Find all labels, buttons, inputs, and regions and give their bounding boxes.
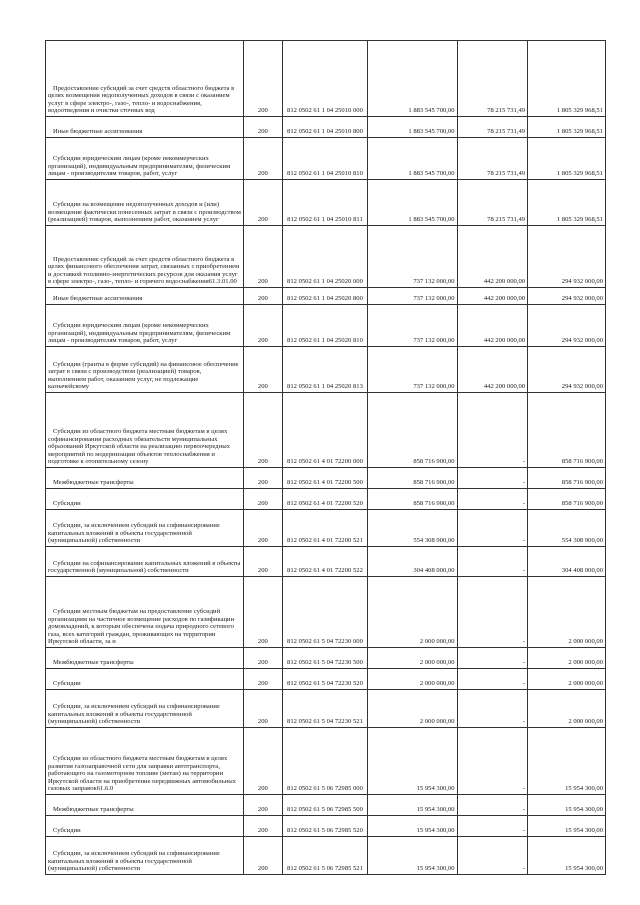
row-approved-amount-cell	[368, 510, 457, 547]
row-classification-code-cell	[282, 41, 367, 117]
row-name-cell-text: Межбюджетные трансферты	[53, 479, 134, 487]
row-executed-amount-cell-text: -	[522, 865, 526, 873]
row-classification-code-cell-text: 812 0502 61 1 04 25010 811	[287, 216, 363, 224]
row-executed-amount-cell-text: 78 215 731,49	[487, 170, 526, 178]
row-unexecuted-amount-cell-text: 2 000 000,00	[568, 638, 603, 646]
row-unexecuted-amount-cell	[528, 138, 606, 180]
row-approved-amount-cell-text: 1 883 545 700,00	[408, 216, 455, 224]
row-code-cell-text: 200	[257, 170, 268, 178]
row-code-cell	[243, 305, 282, 347]
row-name-cell-text: Субсидии юридическим лицам (кроме некоммерческих организаций), индивидуальным предпринимателям, физическим лицам - производителям товаров, работ, услуг	[48, 155, 231, 178]
row-classification-code-cell	[282, 393, 367, 468]
row-unexecuted-amount-cell	[528, 305, 606, 347]
row-classification-code-cell	[282, 180, 367, 226]
row-unexecuted-amount-cell	[528, 347, 606, 393]
row-code-cell	[243, 510, 282, 547]
row-approved-amount-cell-text: 15 954 300,00	[416, 827, 455, 835]
row-name-cell-text: Иные бюджетные ассигнования	[53, 295, 143, 303]
row-executed-amount-cell	[457, 138, 528, 180]
row-classification-code-cell	[282, 547, 367, 577]
table-row	[46, 510, 606, 547]
row-classification-code-cell-text: 812 0502 61 5 06 72985 520	[287, 827, 363, 835]
row-classification-code-cell	[282, 690, 367, 728]
row-approved-amount-cell	[368, 489, 457, 510]
row-unexecuted-amount-cell	[528, 669, 606, 690]
row-executed-amount-cell-text: -	[522, 537, 526, 545]
row-classification-code-cell	[282, 347, 367, 393]
row-name-cell	[46, 837, 244, 875]
row-code-cell	[243, 180, 282, 226]
row-unexecuted-amount-cell	[528, 728, 606, 795]
row-code-cell	[243, 117, 282, 138]
table-row	[46, 226, 606, 288]
row-code-cell	[243, 226, 282, 288]
table-row	[46, 117, 606, 138]
row-classification-code-cell-text: 812 0502 61 4 01 72200 521	[287, 537, 363, 545]
row-unexecuted-amount-cell-text: 2 000 000,00	[568, 659, 603, 667]
row-executed-amount-cell-text: -	[522, 806, 526, 814]
row-code-cell	[243, 577, 282, 648]
row-approved-amount-cell-text: 2 000 000,00	[419, 659, 455, 667]
row-name-cell-text: Субсидии (гранты в форме субсидий) на финансовое обеспечение затрат в связи с производством (реализацией) товаров, выполнением работ, оказанием услуг, не подлежащие казначейскому	[48, 360, 239, 391]
row-executed-amount-cell-text: 78 215 731,49	[487, 107, 526, 115]
row-executed-amount-cell	[457, 180, 528, 226]
row-classification-code-cell	[282, 795, 367, 816]
row-approved-amount-cell	[368, 288, 457, 305]
row-classification-code-cell-text: 812 0502 61 4 01 72200 000	[287, 458, 363, 466]
row-unexecuted-amount-cell	[528, 41, 606, 117]
row-unexecuted-amount-cell	[528, 489, 606, 510]
row-executed-amount-cell	[457, 41, 528, 117]
table-row	[46, 547, 606, 577]
row-unexecuted-amount-cell-text: 294 932 000,00	[561, 383, 603, 391]
row-unexecuted-amount-cell	[528, 795, 606, 816]
row-executed-amount-cell-text: -	[522, 458, 526, 466]
row-unexecuted-amount-cell	[528, 288, 606, 305]
row-approved-amount-cell-text: 1 883 545 700,00	[408, 107, 455, 115]
row-approved-amount-cell-text: 2 000 000,00	[419, 680, 455, 688]
table-row	[46, 669, 606, 690]
row-approved-amount-cell-text: 737 132 000,00	[413, 295, 455, 303]
row-unexecuted-amount-cell-text: 1 805 329 968,51	[556, 170, 603, 178]
row-code-cell	[243, 138, 282, 180]
row-unexecuted-amount-cell-text: 304 408 000,00	[561, 567, 603, 575]
row-name-cell	[46, 489, 244, 510]
row-executed-amount-cell	[457, 728, 528, 795]
row-unexecuted-amount-cell-text: 858 716 900,00	[561, 500, 603, 508]
row-name-cell	[46, 347, 244, 393]
row-name-cell-text: Субсидии	[53, 827, 81, 835]
row-executed-amount-cell	[457, 547, 528, 577]
row-name-cell	[46, 117, 244, 138]
row-approved-amount-cell	[368, 577, 457, 648]
row-unexecuted-amount-cell-text: 2 000 000,00	[568, 718, 603, 726]
row-unexecuted-amount-cell-text: 294 932 000,00	[561, 337, 603, 345]
row-code-cell-text: 200	[257, 567, 268, 575]
row-code-cell-text: 200	[257, 216, 268, 224]
row-approved-amount-cell	[368, 180, 457, 226]
row-code-cell	[243, 41, 282, 117]
row-approved-amount-cell-text: 737 132 000,00	[413, 383, 455, 391]
budget-table	[45, 40, 606, 875]
row-unexecuted-amount-cell-text: 2 000 000,00	[568, 680, 603, 688]
table-row	[46, 468, 606, 489]
row-executed-amount-cell-text: -	[522, 659, 526, 667]
row-name-cell-text: Субсидии из областного бюджета местным бюджетам в целях софинансирования расходных обязательств муниципальных образований Иркутской области на реализацию первоочередных мероприятий по модернизации объектов теплоснабжения и подготовке к отопительному сезону	[48, 428, 230, 466]
row-approved-amount-cell-text: 15 954 300,00	[416, 785, 455, 793]
row-unexecuted-amount-cell	[528, 648, 606, 669]
row-approved-amount-cell-text: 858 716 900,00	[413, 479, 455, 487]
row-classification-code-cell-text: 812 0502 61 1 04 25020 813	[287, 383, 363, 391]
row-unexecuted-amount-cell	[528, 837, 606, 875]
table-row	[46, 837, 606, 875]
row-classification-code-cell-text: 812 0502 61 1 04 25010 800	[287, 128, 363, 136]
row-unexecuted-amount-cell	[528, 577, 606, 648]
row-name-cell-text: Субсидии, за исключением субсидий на софинансирование капитальных вложений в объекты государственной (муниципальной) собственности	[48, 522, 220, 545]
row-classification-code-cell	[282, 728, 367, 795]
row-classification-code-cell-text: 812 0502 61 5 04 72230 521	[287, 718, 363, 726]
row-code-cell-text: 200	[257, 337, 268, 345]
row-approved-amount-cell-text: 2 000 000,00	[419, 638, 455, 646]
row-unexecuted-amount-cell-text: 294 932 000,00	[561, 278, 603, 286]
row-classification-code-cell	[282, 648, 367, 669]
row-unexecuted-amount-cell-text: 858 716 900,00	[561, 458, 603, 466]
row-executed-amount-cell-text: -	[522, 785, 526, 793]
row-unexecuted-amount-cell-text: 858 716 900,00	[561, 479, 603, 487]
row-classification-code-cell-text: 812 0502 61 1 04 25010 810	[287, 170, 363, 178]
table-row	[46, 648, 606, 669]
row-executed-amount-cell-text: -	[522, 500, 526, 508]
row-executed-amount-cell-text: -	[522, 567, 526, 575]
row-classification-code-cell-text: 812 0502 61 4 01 72200 520	[287, 500, 363, 508]
row-approved-amount-cell	[368, 41, 457, 117]
row-code-cell-text: 200	[257, 659, 268, 667]
row-executed-amount-cell	[457, 226, 528, 288]
row-code-cell-text: 200	[257, 295, 268, 303]
row-name-cell-text: Субсидии из областного бюджета местным бюджетам в целях развития газозаправочной сети для заправки автотранспорта, работающего на газомоторном топливе (метан) на территории Иркутской области на приобретение передвижных автомобильных газовых заправок61.6.0	[48, 755, 236, 793]
row-classification-code-cell-text: 812 0502 61 5 04 72230 520	[287, 680, 363, 688]
row-approved-amount-cell	[368, 690, 457, 728]
row-approved-amount-cell	[368, 837, 457, 875]
row-unexecuted-amount-cell	[528, 226, 606, 288]
row-code-cell	[243, 347, 282, 393]
row-executed-amount-cell	[457, 648, 528, 669]
table-row	[46, 795, 606, 816]
row-classification-code-cell	[282, 837, 367, 875]
row-classification-code-cell-text: 812 0502 61 4 01 72200 500	[287, 479, 363, 487]
row-executed-amount-cell-text: 442 200 000,00	[483, 383, 526, 391]
row-approved-amount-cell	[368, 305, 457, 347]
row-approved-amount-cell-text: 15 954 300,00	[416, 806, 455, 814]
row-code-cell-text: 200	[257, 718, 268, 726]
row-unexecuted-amount-cell-text: 554 308 900,00	[561, 537, 603, 545]
row-approved-amount-cell	[368, 138, 457, 180]
row-code-cell	[243, 795, 282, 816]
row-code-cell	[243, 393, 282, 468]
table-row	[46, 816, 606, 837]
row-code-cell-text: 200	[257, 278, 268, 286]
row-approved-amount-cell	[368, 226, 457, 288]
row-name-cell	[46, 510, 244, 547]
row-name-cell	[46, 648, 244, 669]
row-name-cell	[46, 816, 244, 837]
row-executed-amount-cell	[457, 288, 528, 305]
row-approved-amount-cell	[368, 117, 457, 138]
row-unexecuted-amount-cell	[528, 510, 606, 547]
row-executed-amount-cell	[457, 510, 528, 547]
row-name-cell-text: Субсидии, за исключением субсидий на софинансирование капитальных вложений в объекты государственной (муниципальной) собственности	[48, 850, 220, 873]
row-classification-code-cell	[282, 510, 367, 547]
budget-table-body	[46, 41, 606, 875]
row-executed-amount-cell	[457, 347, 528, 393]
table-row	[46, 347, 606, 393]
row-executed-amount-cell-text: 442 200 000,00	[483, 278, 526, 286]
table-row	[46, 305, 606, 347]
row-executed-amount-cell	[457, 837, 528, 875]
row-unexecuted-amount-cell	[528, 816, 606, 837]
row-unexecuted-amount-cell	[528, 117, 606, 138]
row-name-cell-text: Субсидии юридическим лицам (кроме некоммерческих организаций), индивидуальным предпринимателям, физическим лицам - производителям товаров, работ, услуг	[48, 322, 231, 345]
row-code-cell-text: 200	[257, 827, 268, 835]
row-name-cell-text: Предоставление субсидий за счет средств областного бюджета в целях финансового обеспечения затрат, связанных с приобретением и доставкой топливно-энергетических ресурсов для оказания услуг в сфере электро-, газо-, тепло- и горячего водоснабжения61.3.01.00	[48, 255, 240, 286]
row-classification-code-cell	[282, 305, 367, 347]
row-approved-amount-cell	[368, 795, 457, 816]
row-code-cell	[243, 648, 282, 669]
row-name-cell	[46, 305, 244, 347]
row-approved-amount-cell-text: 1 883 545 700,00	[408, 170, 455, 178]
row-unexecuted-amount-cell	[528, 393, 606, 468]
row-approved-amount-cell	[368, 393, 457, 468]
row-unexecuted-amount-cell	[528, 180, 606, 226]
row-classification-code-cell-text: 812 0502 61 1 04 25020 810	[287, 337, 363, 345]
row-name-cell	[46, 728, 244, 795]
row-classification-code-cell-text: 812 0502 61 5 06 72985 000	[287, 785, 363, 793]
row-classification-code-cell	[282, 468, 367, 489]
table-row	[46, 489, 606, 510]
row-name-cell-text: Иные бюджетные ассигнования	[53, 128, 143, 136]
row-name-cell-text: Субсидии местным бюджетам на предоставление субсидий организациям на частичное возмещение расходов по газификации домовладений, к которым обеспечена подача природного сетевого газа, всех категорий граждан, проживающих на территории Иркутской области, за и	[48, 608, 235, 646]
row-classification-code-cell-text: 812 0502 61 1 04 25020 000	[287, 278, 363, 286]
row-classification-code-cell-text: 812 0502 61 1 04 25010 000	[287, 107, 363, 115]
row-name-cell	[46, 138, 244, 180]
row-executed-amount-cell-text: -	[522, 638, 526, 646]
row-name-cell	[46, 669, 244, 690]
row-classification-code-cell	[282, 288, 367, 305]
row-name-cell-text: Субсидии на возмещение недополученных доходов и (или) возмещение фактически понесенных затрат в связи с производством (реализацией) товаров, выполнением работ, оказанием услуг	[48, 201, 241, 224]
row-executed-amount-cell-text: 442 200 000,00	[483, 337, 526, 345]
row-approved-amount-cell-text: 554 308 900,00	[413, 537, 455, 545]
table-row	[46, 690, 606, 728]
row-name-cell-text: Предоставление субсидий за счет средств областного бюджета в целях возмещения недополученных доходов в связи с оказанием услуг в сфере электро-, газо-, тепло- и водоснабжения, водоотведения и очистки сточных вод	[48, 84, 235, 115]
row-code-cell-text: 200	[257, 458, 268, 466]
row-approved-amount-cell-text: 858 716 900,00	[413, 500, 455, 508]
row-name-cell	[46, 41, 244, 117]
row-code-cell-text: 200	[257, 638, 268, 646]
row-code-cell	[243, 816, 282, 837]
table-row	[46, 288, 606, 305]
row-approved-amount-cell	[368, 347, 457, 393]
row-executed-amount-cell	[457, 577, 528, 648]
row-approved-amount-cell-text: 737 132 000,00	[413, 337, 455, 345]
row-code-cell-text: 200	[257, 806, 268, 814]
row-name-cell	[46, 180, 244, 226]
row-executed-amount-cell-text: 78 215 731,49	[487, 128, 526, 136]
row-code-cell-text: 200	[257, 785, 268, 793]
row-name-cell	[46, 393, 244, 468]
table-row	[46, 728, 606, 795]
row-unexecuted-amount-cell-text: 15 954 300,00	[565, 827, 603, 835]
row-executed-amount-cell-text: -	[522, 718, 526, 726]
row-unexecuted-amount-cell-text: 1 805 329 968,51	[556, 107, 603, 115]
row-code-cell-text: 200	[257, 107, 268, 115]
row-approved-amount-cell	[368, 816, 457, 837]
row-classification-code-cell	[282, 138, 367, 180]
row-classification-code-cell	[282, 489, 367, 510]
row-executed-amount-cell	[457, 669, 528, 690]
row-executed-amount-cell	[457, 690, 528, 728]
row-executed-amount-cell-text: -	[522, 479, 526, 487]
row-classification-code-cell	[282, 669, 367, 690]
row-name-cell-text: Субсидии	[53, 500, 81, 508]
row-executed-amount-cell-text: -	[522, 680, 526, 688]
row-name-cell	[46, 547, 244, 577]
row-executed-amount-cell	[457, 468, 528, 489]
row-name-cell	[46, 226, 244, 288]
row-approved-amount-cell-text: 2 000 000,00	[419, 718, 455, 726]
row-name-cell-text: Субсидии	[53, 680, 81, 688]
row-classification-code-cell	[282, 226, 367, 288]
table-row	[46, 577, 606, 648]
row-classification-code-cell-text: 812 0502 61 5 06 72985 521	[287, 865, 363, 873]
row-approved-amount-cell	[368, 669, 457, 690]
row-code-cell	[243, 288, 282, 305]
row-name-cell-text: Субсидии на софинансирование капитальных вложений в объекты государственной (муниципальной) собственности	[48, 559, 241, 575]
row-code-cell	[243, 690, 282, 728]
row-classification-code-cell	[282, 816, 367, 837]
row-code-cell-text: 200	[257, 128, 268, 136]
row-unexecuted-amount-cell	[528, 690, 606, 728]
row-approved-amount-cell-text: 858 716 900,00	[413, 458, 455, 466]
row-code-cell-text: 200	[257, 865, 268, 873]
row-code-cell	[243, 728, 282, 795]
row-unexecuted-amount-cell-text: 15 954 300,00	[565, 865, 603, 873]
row-unexecuted-amount-cell-text: 294 932 000,00	[561, 295, 603, 303]
row-classification-code-cell	[282, 117, 367, 138]
row-code-cell-text: 200	[257, 537, 268, 545]
table-row	[46, 138, 606, 180]
row-approved-amount-cell-text: 15 954 300,00	[416, 865, 455, 873]
row-classification-code-cell-text: 812 0502 61 5 04 72230 500	[287, 659, 363, 667]
row-code-cell-text: 200	[257, 479, 268, 487]
row-classification-code-cell-text: 812 0502 61 4 01 72200 522	[287, 567, 363, 575]
row-executed-amount-cell	[457, 305, 528, 347]
row-executed-amount-cell	[457, 393, 528, 468]
row-code-cell	[243, 468, 282, 489]
row-executed-amount-cell-text: 442 200 000,00	[483, 295, 526, 303]
row-approved-amount-cell-text: 1 883 545 700,00	[408, 128, 455, 136]
row-approved-amount-cell	[368, 648, 457, 669]
row-classification-code-cell-text: 812 0502 61 5 04 72230 000	[287, 638, 363, 646]
row-classification-code-cell-text: 812 0502 61 1 04 25020 800	[287, 295, 363, 303]
row-executed-amount-cell-text: 78 215 731,49	[487, 216, 526, 224]
row-executed-amount-cell-text: -	[522, 827, 526, 835]
row-code-cell	[243, 837, 282, 875]
row-classification-code-cell	[282, 577, 367, 648]
row-executed-amount-cell	[457, 489, 528, 510]
row-code-cell	[243, 669, 282, 690]
row-approved-amount-cell	[368, 728, 457, 795]
table-row	[46, 393, 606, 468]
row-code-cell	[243, 547, 282, 577]
row-name-cell	[46, 577, 244, 648]
row-classification-code-cell-text: 812 0502 61 5 06 72985 500	[287, 806, 363, 814]
row-executed-amount-cell	[457, 816, 528, 837]
row-code-cell-text: 200	[257, 680, 268, 688]
row-name-cell-text: Межбюджетные трансферты	[53, 659, 134, 667]
row-approved-amount-cell-text: 737 132 000,00	[413, 278, 455, 286]
table-row	[46, 41, 606, 117]
row-unexecuted-amount-cell	[528, 468, 606, 489]
row-executed-amount-cell	[457, 117, 528, 138]
row-unexecuted-amount-cell-text: 1 805 329 968,51	[556, 128, 603, 136]
row-approved-amount-cell	[368, 547, 457, 577]
row-unexecuted-amount-cell-text: 15 954 300,00	[565, 806, 603, 814]
row-unexecuted-amount-cell-text: 15 954 300,00	[565, 785, 603, 793]
row-unexecuted-amount-cell	[528, 547, 606, 577]
row-code-cell-text: 200	[257, 500, 268, 508]
row-name-cell-text: Межбюджетные трансферты	[53, 806, 134, 814]
row-name-cell	[46, 795, 244, 816]
row-name-cell	[46, 468, 244, 489]
row-executed-amount-cell	[457, 795, 528, 816]
row-name-cell	[46, 288, 244, 305]
row-name-cell	[46, 690, 244, 728]
row-code-cell-text: 200	[257, 383, 268, 391]
row-name-cell-text: Субсидии, за исключением субсидий на софинансирование капитальных вложений в объекты государственной (муниципальной) собственности	[48, 703, 220, 726]
row-approved-amount-cell	[368, 468, 457, 489]
row-code-cell	[243, 489, 282, 510]
table-row	[46, 180, 606, 226]
row-unexecuted-amount-cell-text: 1 805 329 968,51	[556, 216, 603, 224]
row-approved-amount-cell-text: 304 408 000,00	[413, 567, 455, 575]
